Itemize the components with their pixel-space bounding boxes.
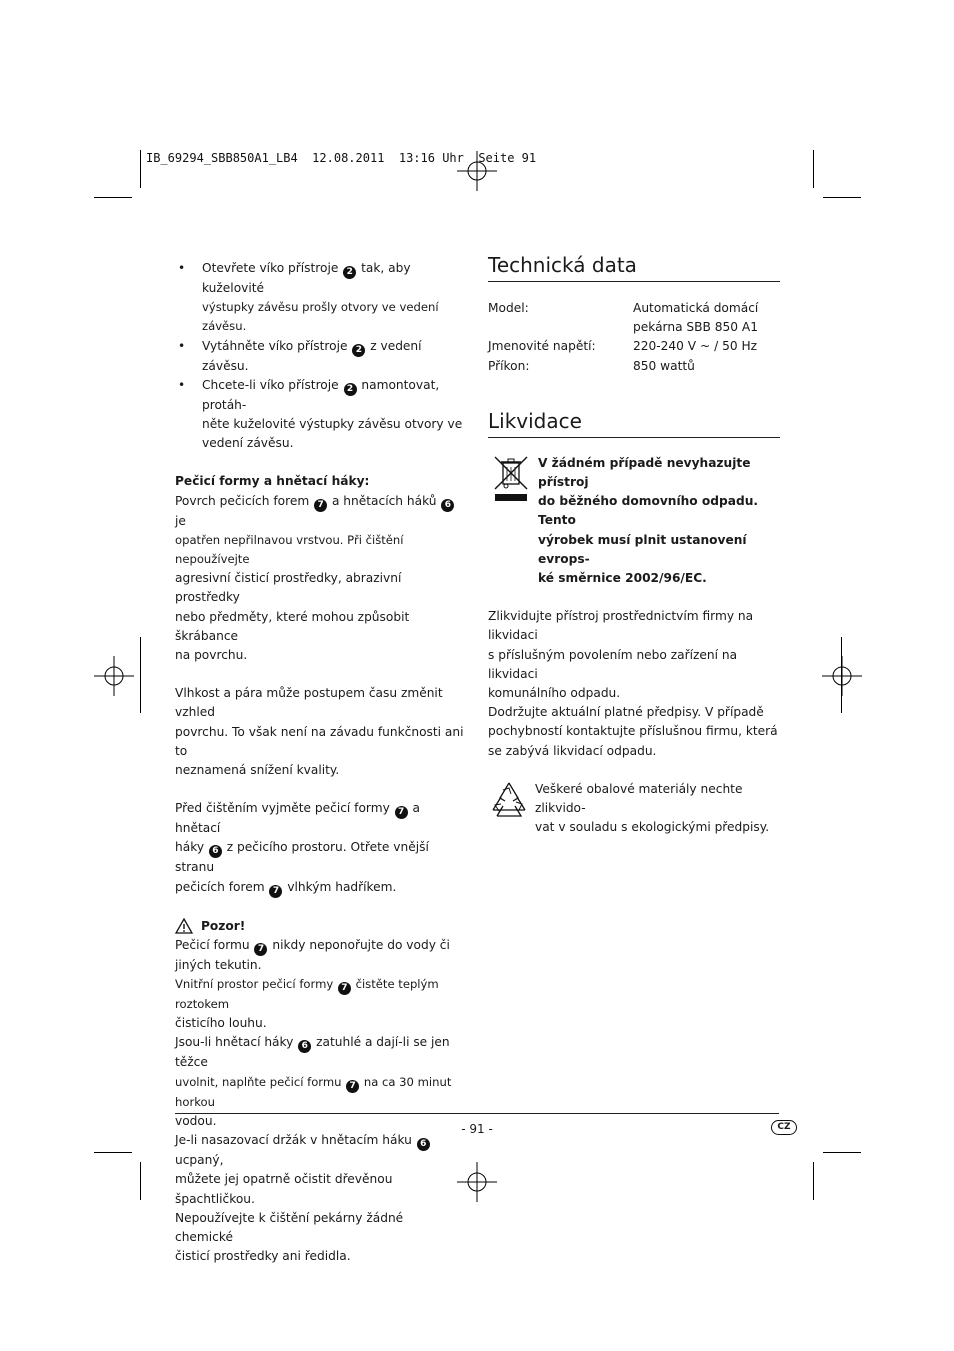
- section-heading-disposal: Likvidace: [488, 408, 780, 438]
- crop-mark: [94, 1152, 132, 1153]
- recycling-notice: Veškeré obalové materiály nechte zlikvido- vat v souladu s ekologickými předpisy.: [488, 780, 780, 838]
- crop-mark: [140, 150, 141, 188]
- list-item: • Otevřete víko přístroje 2 tak, aby kuželovité výstupky závěsu prošly otvory ve vedení závěsu.: [175, 259, 465, 337]
- print-slug: IB_69294_SBB850A1_LB4 12.08.2011 13:16 Uhr Seite 91: [146, 151, 537, 165]
- footer-rule: [175, 1113, 779, 1114]
- recycling-icon: [489, 780, 529, 820]
- disposal-text: Zlikvidujte přístroj prostřednictvím firmy na likvidaci s příslušným povolením nebo zařízení na likvidaci komunálního odpadu. Dodržujte aktuální platné předpisy. V případě pochybností kontaktujte příslušnou firmu, která se zabývá likvidací odpadu.: [488, 609, 778, 758]
- part-number-badge: 7: [314, 499, 327, 512]
- part-number-badge: 6: [209, 845, 222, 858]
- list-item: • Vytáhněte víko přístroje 2 z vedení závěsu.: [175, 337, 465, 376]
- crop-mark: [823, 197, 861, 198]
- part-number-badge: 2: [352, 344, 365, 357]
- crop-mark: [823, 1152, 861, 1153]
- warning-text: Pečicí formu 7 nikdy neponořujte do vody či jiných tekutin. Vnitřní prostor pečicí formy 7 čistěte teplým roztokem čisticího louhu. Jsou-li hnětací háky 6 zatuhlé a dají-li se jen těžce uvolnit, naplňte pečicí formu 7 na ca 30 minut horkou vodou. Je-li nasazovací držák v hnětacím háku 6 ucpaný, můžete jej opatrně očistit dřevěnou špachtličkou. Nepoužívejte k čištění pekárny žádné chemické čisticí prostředky ani ředidla.: [175, 937, 452, 1264]
- part-number-badge: 7: [254, 943, 267, 956]
- crossed-bin-icon: [491, 454, 531, 502]
- registration-mark-icon: [457, 151, 497, 191]
- warning-heading: Pozor!: [175, 917, 465, 936]
- crop-mark: [813, 1162, 814, 1200]
- crop-mark: [140, 1162, 141, 1200]
- part-number-badge: 6: [298, 1040, 311, 1053]
- crop-mark: [94, 197, 132, 198]
- registration-mark-icon: [822, 656, 862, 696]
- crop-mark: [140, 637, 141, 713]
- part-number-badge: 7: [395, 806, 408, 819]
- paragraph: Vlhkost a pára může postupem času změnit vzhled povrchu. To však není na závadu funkčnosti ani to neznamená snížení kvality.: [175, 686, 464, 778]
- registration-mark-icon: [94, 656, 134, 696]
- crop-mark: [841, 637, 842, 713]
- part-number-badge: 7: [338, 982, 351, 995]
- spec-table: [488, 299, 780, 376]
- warning-triangle-icon: [175, 918, 193, 934]
- spec-row: pekárna SBB 850 A1: [633, 320, 758, 335]
- spec-row: Příkon: 850 wattů: [488, 358, 695, 373]
- list-item: • Chcete-li víko přístroje 2 namontovat, protáh- něte kuželovité výstupky závěsu otvory ve vedení závěsu.: [175, 376, 465, 454]
- weee-notice: V žádném případě nevyhazujte přístroj do běžného domovního odpadu. Tento výrobek musí plnit ustanovení evrops- ké směrnice 2002/96/EC.: [488, 454, 780, 588]
- language-badge: CZ: [771, 1120, 797, 1135]
- spec-row: Jmenovité napětí: 220-240 V ~ / 50 Hz: [488, 339, 758, 354]
- part-number-badge: 2: [344, 383, 357, 396]
- right-column: [488, 252, 780, 837]
- part-number-badge: 6: [441, 499, 454, 512]
- part-number-badge: 7: [269, 885, 282, 898]
- paragraph: Povrch pečicích forem 7 a hnětacích háků 6 je opatřen nepřilnavou vrstvou. Při čištění nepoužívejte agresivní čisticí prostředky, abrazivní prostředky nebo předměty, které mohou způsobit škrábance na povrchu.: [175, 492, 465, 666]
- part-number-badge: 7: [346, 1080, 359, 1093]
- part-number-badge: 2: [343, 266, 356, 279]
- page-number: - 91 -: [461, 1122, 493, 1136]
- section-heading-technical-data: Technická data: [488, 252, 780, 282]
- paragraph: Před čištěním vyjměte pečicí formy 7 a hnětací háky 6 z pečicího prostoru. Otřete vnější stranu pečicích forem 7 vlhkým hadříkem.: [175, 801, 429, 896]
- left-column: [175, 259, 465, 1266]
- crop-mark: [813, 150, 814, 188]
- bullet-list: [175, 259, 465, 453]
- section-title: Pečicí formy a hnětací háky:: [175, 474, 370, 489]
- part-number-badge: 6: [417, 1138, 430, 1151]
- spec-row: Model: Automatická domácí: [488, 301, 759, 315]
